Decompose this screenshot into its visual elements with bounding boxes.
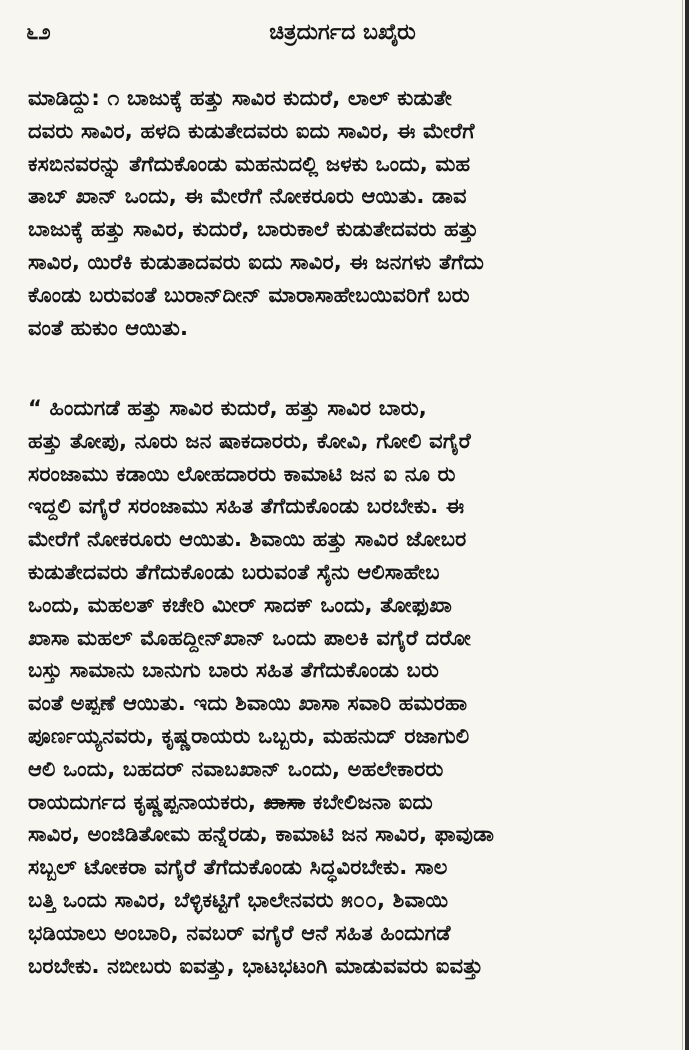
text-line: ಸಬ್ಬಲ್ ಟೋಕರಾ ವಗೈರೆ ತೆಗೆದುಕೊಂಡು ಸಿದ್ಧವಿರಬೇಕು. ಸಾಲ	[28, 855, 448, 880]
paragraph-2	[28, 392, 689, 982]
text-line: ಮೇರೆಗೆ ನೋಕರೂರು ಆಯಿತು. ಶಿವಾಯಿ ಹತ್ತು ಸಾವಿರ ಜೋಬರ	[28, 527, 467, 552]
text-line: ಆಲಿ ಒಂದು, ಬಹದರ್ ನವಾಬಖಾನ್ ಒಂದು, ಅಹಲೇಕಾರರು	[28, 756, 444, 781]
line-text: ಕಬೇಲಿಜನಾ ಐದು	[305, 789, 433, 814]
text-line: ಸಾವಿರ, ಯಿರೆಕಿ ಕುಡುತಾದವರು ಐದು ಸಾವಿರ, ಈ ಜನಗಳು ತೆಗೆದು	[28, 249, 484, 274]
text-line	[28, 82, 689, 115]
struck-text: ಖಾಸಾ	[263, 789, 306, 814]
text-line: ದವರು ಸಾವಿರ, ಹಳದಿ ಕುಡುತೇದವರು ಐದು ಸಾವಿರ, ಈ ಮೇರೆಗೆ	[28, 118, 475, 143]
text-line: ವಂತೆ ಅಪ್ಪಣೆ ಆಯಿತು. ಇದು ಶಿವಾಯಿ ಖಾಸಾ ಸವಾರಿ ಹಮರಹಾ	[28, 691, 468, 716]
text-line: ಸರಂಜಾಮು ಕಡಾಯಿ ಲೋಹದಾರರು ಕಾಮಾಟಿ ಜನ ಐ ನೂ ರು	[28, 461, 456, 486]
page-binding-shadow	[682, 0, 683, 1050]
text-line: ಬರಬೇಕು. ನಬೀಬರು ಐವತ್ತು, ಭಾಟಭಟಂಗಿ ಮಾಡುವವರು ಐವತ್ತು	[28, 953, 484, 978]
page-number: ೬೨	[26, 20, 51, 45]
text-line: ಖಾಸಾ ಮಹಲ್ ಮೊಹದ್ದೀನ್‌ಖಾನ್ ಒಂದು ಪಾಲಕಿ ವಗೈರೆ ದರೋ	[28, 625, 472, 650]
paragraph-1	[28, 82, 689, 344]
text-line: ಬತ್ತಿ ಒಂದು ಸಾವಿರ, ಬೆಳ್ಳಿಕಟ್ಟಿಗೆ ಭಾಲೇನವರು ೫೦೦, ಶಿವಾಯಿ	[28, 887, 449, 912]
text-line: ಕಸಬಿನವರನ್ನು ತೆಗೆದುಕೊಂಡು ಮಹನುದಲ್ಲಿ ಜಳಕು ಒಂದು, ಮಹ	[28, 151, 471, 176]
text-line: ಕೊಂಡು ಬರುವಂತೆ ಬುರಾನ್‌ದೀನ್ ಮಾರಾಸಾಹೇಬಯಿವರಿಗೆ ಬರು	[28, 282, 470, 307]
text-line: ಬಾಜುಕ್ಕೆ ಹತ್ತು ಸಾವಿರ, ಕುದುರೆ, ಬಾರುಕಾಲೆ ಕುಡುತೇದವರು ಹತ್ತು	[28, 217, 479, 242]
running-title: ಚಿತ್ರದುರ್ಗದ ಬಖೈರು	[269, 20, 416, 45]
text-line: ಸಾವಿರ, ಅಂಜಿಡಿತೋಮ ಹನ್ನೆರಡು, ಕಾಮಾಟಿ ಜನ ಸಾವಿರ, ಫಾವುಡಾ	[28, 822, 495, 847]
text-line: ಹತ್ತು ತೋಪು, ನೂರು ಜನ ಷಾಕದಾರರು, ಕೋವಿ, ಗೋಲಿ ವಗೈರೆ	[28, 428, 471, 453]
page-header	[26, 16, 659, 56]
text-line: “ ಹಿಂದುಗಡೆ ಹತ್ತು ಸಾವಿರ ಕುದುರೆ, ಹತ್ತು ಸಾವಿರ ಬಾರು,	[28, 396, 427, 420]
page-edge	[685, 0, 689, 1050]
text-line: ಕುಡುತೇದವರು ತೆಗೆದುಕೊಂಡು ಬರುವಂತೆ ಸೈನು ಆಲಿಸಾಹೇಬ	[28, 559, 440, 584]
text-line: ತಾಬ್ ಖಾನ್ ಒಂದು, ಈ ಮೇರೆಗೆ ನೋಕರೂರು ಆಯಿತು. ಡಾವ	[28, 184, 467, 209]
section-label: ಮಾಡಿದ್ದು:	[28, 86, 100, 110]
text-line: ಭಡಿಯಾಲು ಅಂಬಾರಿ, ನವಬರ್ ವಗೈರೆ ಆನೆ ಸಹಿತ ಹಿಂದುಗಡೆ	[28, 920, 451, 945]
line-text: ರಾಯದುರ್ಗದ ಕೃಷ್ಣಪ್ಪನಾಯಕರು,	[28, 789, 257, 814]
text-line: ಪೂರ್ಣಯ್ಯನವರು, ಕೃಷ್ಣರಾಯರು ಒಬ್ಬರು, ಮಹನುದ್ ರಜಾಗುಲಿ	[28, 723, 470, 748]
text-line: ಇದ್ದಲಿ ವಗೈರೆ ಸರಂಜಾಮು ಸಹಿತ ತೆಗೆದುಕೊಂಡು ಬರಬೇಕು. ಈ	[28, 494, 465, 519]
text-line	[28, 786, 689, 819]
text-line: ಒಂದು, ಮಹಲತ್ ಕಚೇರಿ ಮೀರ್ ಸಾದಕ್ ಒಂದು, ತೋಫುಖಾ	[28, 592, 453, 617]
text-line: ವಂತೆ ಹುಕುಂ ಆಯಿತು.	[28, 315, 189, 340]
line-text: ೧ ಬಾಜುಕ್ಕೆ ಹತ್ತು ಸಾವಿರ ಕುದುರೆ, ಲಾಲ್ ಕುಡುತೇ	[99, 86, 453, 110]
text-line: ಬಸ್ತು ಸಾಮಾನು ಬಾನುಗು ಬಾರು ಸಹಿತ ತೆಗೆದುಕೊಂಡು ಬರು	[28, 658, 440, 683]
